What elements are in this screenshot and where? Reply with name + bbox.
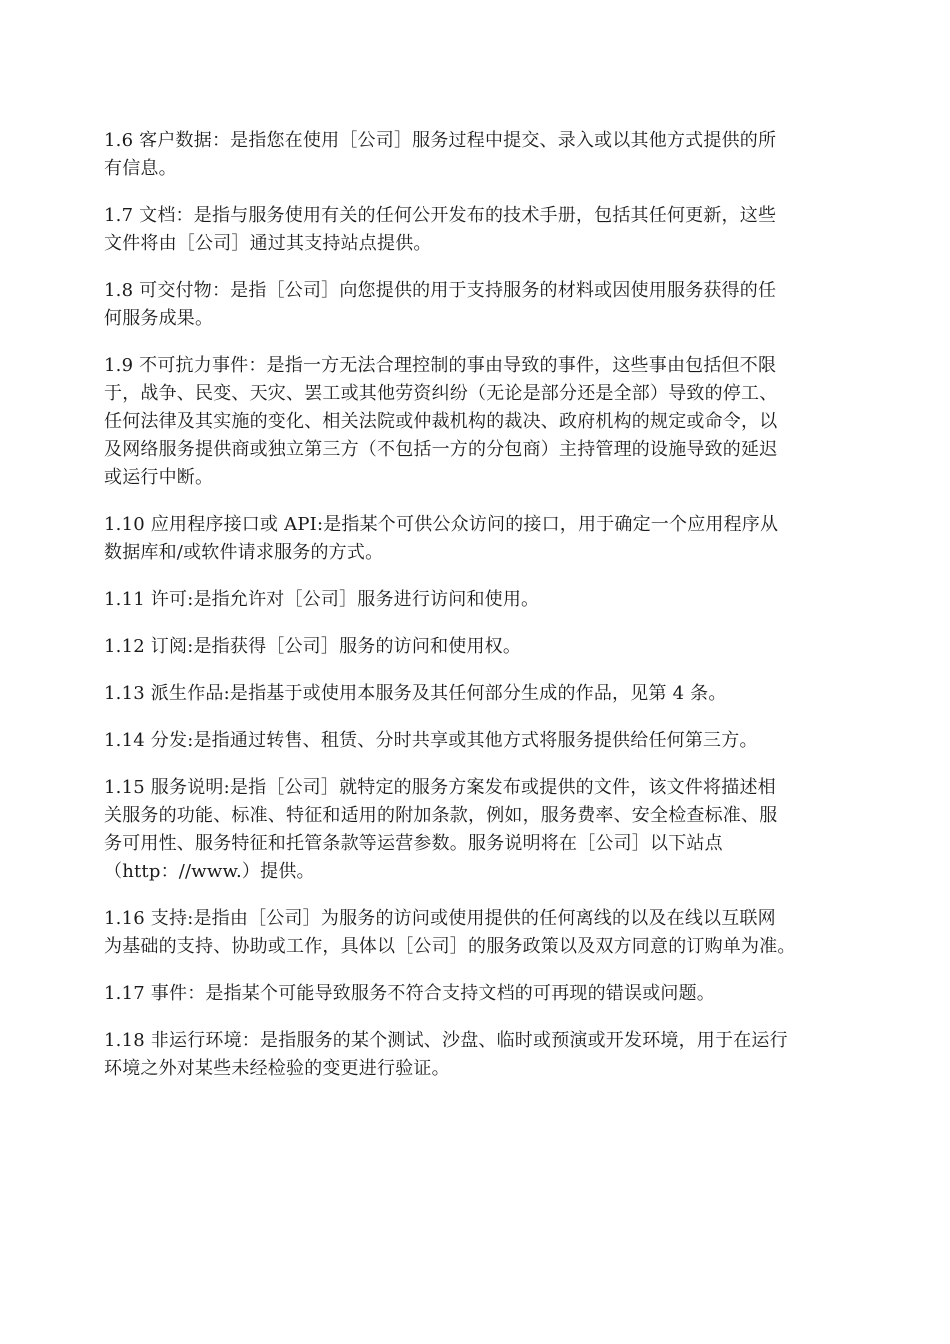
text-line: 为基础的支持、协助或工作，具体以［公司］的服务政策以及双方同意的订购单为准。 [104, 936, 796, 957]
definition-1-6 [104, 127, 864, 183]
definition-1-8 [104, 277, 864, 333]
text-line: 1.8 可交付物：是指［公司］向您提供的用于支持服务的材料或因使用服务获得的任 [104, 280, 777, 301]
text-line: 1.15 服务说明:是指［公司］就特定的服务方案发布或提供的文件，该文件将描述相 [104, 777, 776, 798]
text-line: 1.14 分发:是指通过转售、租赁、分时共享或其他方式将服务提供给任何第三方。 [104, 730, 758, 751]
definition-1-7 [104, 202, 864, 258]
text-line: 1.18 非运行环境：是指服务的某个测试、沙盘、临时或预演或开发环境，用于在运行 [104, 1030, 788, 1051]
text-line: 1.12 订阅:是指获得［公司］服务的访问和使用权。 [104, 636, 522, 657]
definition-1-10 [104, 511, 864, 567]
definition-1-12 [104, 633, 864, 661]
text-line: 或运行中断。 [104, 467, 214, 488]
text-line: 数据库和/或软件请求服务的方式。 [104, 542, 384, 563]
definition-1-14 [104, 727, 864, 755]
text-line: 务可用性、服务特征和托管条款等运营参数。服务说明将在［公司］以下站点 [104, 833, 723, 854]
text-line: 1.6 客户数据：是指您在使用［公司］服务过程中提交、录入或以其他方式提供的所 [104, 130, 777, 151]
text-line: 1.9 不可抗力事件：是指一方无法合理控制的事由导致的事件，这些事由包括但不限 [104, 355, 777, 376]
text-line: 1.16 支持:是指由［公司］为服务的访问或使用提供的任何离线的以及在线以互联网 [104, 908, 776, 929]
definition-1-16 [104, 905, 864, 961]
text-line: 及网络服务提供商或独立第三方（不包括一方的分包商）主持管理的设施导致的延迟 [104, 439, 778, 460]
definition-1-17 [104, 980, 864, 1008]
text-line: 1.7 文档：是指与服务使用有关的任何公开发布的技术手册，包括其任何更新，这些 [104, 205, 777, 226]
text-line: 1.13 派生作品:是指基于或使用本服务及其任何部分生成的作品，见第 4 条。 [104, 683, 727, 704]
text-line: 关服务的功能、标准、特征和适用的附加条款，例如，服务费率、安全检查标准、服 [104, 805, 778, 826]
text-line: 有信息。 [104, 158, 177, 179]
definition-1-15 [104, 774, 864, 886]
text-line: 文件将由［公司］通过其支持站点提供。 [104, 233, 432, 254]
document-body [104, 127, 864, 1102]
text-line: 何服务成果。 [104, 308, 214, 329]
text-line: 1.17 事件：是指某个可能导致服务不符合支持文档的可再现的错误或问题。 [104, 983, 715, 1004]
definition-1-13 [104, 680, 864, 708]
text-line: 环境之外对某些未经检验的变更进行验证。 [104, 1058, 450, 1079]
definition-1-9 [104, 352, 864, 492]
text-line: 任何法律及其实施的变化、相关法院或仲裁机构的裁决、政府机构的规定或命令，以 [104, 411, 778, 432]
definition-1-18 [104, 1027, 864, 1083]
text-line: 1.10 应用程序接口或 API:是指某个可供公众访问的接口，用于确定一个应用程序从 [104, 514, 779, 535]
text-line: 1.11 许可:是指允许对［公司］服务进行访问和使用。 [104, 589, 540, 610]
definition-1-11 [104, 586, 864, 614]
text-line: （http：//www.）提供。 [104, 861, 315, 882]
text-line: 于，战争、民变、天灾、罢工或其他劳资纠纷（无论是部分还是全部）导致的停工、 [104, 383, 778, 404]
